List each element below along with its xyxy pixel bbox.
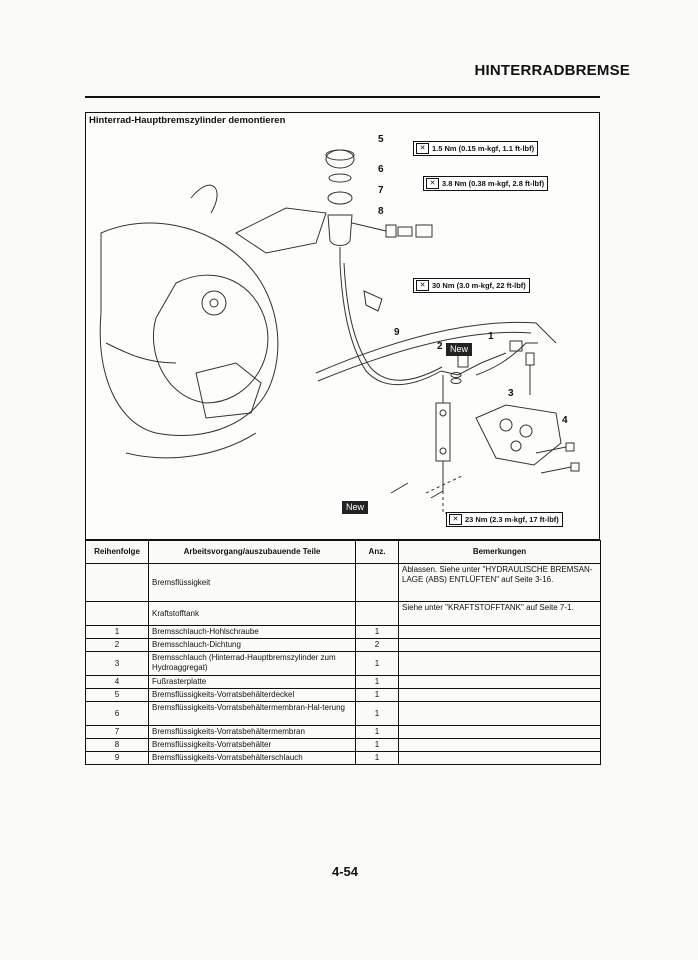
remarks-cell bbox=[399, 739, 601, 752]
footrest-plate bbox=[476, 405, 561, 465]
remarks-cell bbox=[399, 726, 601, 739]
qty-cell: 1 bbox=[356, 676, 399, 689]
table-row bbox=[86, 652, 601, 676]
remarks-cell bbox=[399, 752, 601, 765]
qty-cell: 1 bbox=[356, 726, 399, 739]
torque-wrench-icon: ✕ bbox=[426, 178, 439, 189]
callout-5: 5 bbox=[378, 134, 384, 145]
torque-spec-reservoir-cap: ✕ 1.5 Nm (0.15 m-kgf, 1.1 ft-lbf) bbox=[413, 141, 538, 156]
table-row bbox=[86, 676, 601, 689]
torque-wrench-icon: ✕ bbox=[449, 514, 462, 525]
master-cylinder bbox=[436, 403, 450, 461]
frame-outline bbox=[100, 223, 278, 436]
reservoir-body bbox=[328, 215, 352, 246]
callout-8: 8 bbox=[378, 206, 384, 217]
torque-wrench-icon: ✕ bbox=[416, 143, 429, 154]
remarks-cell: Siehe unter "KRAFTSTOFFTANK" auf Seite 7-1. bbox=[399, 602, 601, 626]
order-cell: 4 bbox=[86, 676, 149, 689]
order-cell: 5 bbox=[86, 689, 149, 702]
part-cell: Kraftstofftank bbox=[149, 602, 356, 626]
qty-cell bbox=[356, 564, 399, 602]
qty-cell: 1 bbox=[356, 752, 399, 765]
order-cell: 1 bbox=[86, 626, 149, 639]
new-part-badge: New bbox=[446, 343, 472, 356]
part-cell: Bremsschlauch (Hinterrad-Hauptbremszylinder zum Hydroaggregat) bbox=[149, 652, 356, 676]
qty-cell bbox=[356, 602, 399, 626]
table-row bbox=[86, 639, 601, 652]
callout-9: 9 bbox=[394, 327, 400, 338]
figure-title: Hinterrad-Hauptbremszylinder demontieren bbox=[89, 115, 286, 126]
exploded-diagram bbox=[85, 112, 600, 540]
sprocket bbox=[202, 291, 226, 315]
column-header: Bemerkungen bbox=[399, 541, 601, 564]
torque-spec-union-bolt: ✕ 30 Nm (3.0 m-kgf, 22 ft-lbf) bbox=[413, 278, 530, 293]
header-rule bbox=[85, 96, 600, 98]
part-cell: Bremsschlauch-Dichtung bbox=[149, 639, 356, 652]
remarks-cell bbox=[399, 626, 601, 639]
table-row bbox=[86, 702, 601, 726]
order-cell: 3 bbox=[86, 652, 149, 676]
remarks-cell bbox=[399, 639, 601, 652]
callout-2: 2 bbox=[437, 341, 443, 352]
diaphragm-holder bbox=[329, 174, 351, 182]
part-cell: Bremsflüssigkeits-Vorratsbehältermembran bbox=[149, 726, 356, 739]
callout-6: 6 bbox=[378, 164, 384, 175]
callout-1: 1 bbox=[488, 331, 494, 342]
order-cell: 8 bbox=[86, 739, 149, 752]
remarks-cell bbox=[399, 676, 601, 689]
part-cell: Bremsflüssigkeits-Vorratsbehälterschlauch bbox=[149, 752, 356, 765]
qty-cell: 1 bbox=[356, 739, 399, 752]
qty-cell: 1 bbox=[356, 702, 399, 726]
order-cell: 6 bbox=[86, 702, 149, 726]
part-cell: Fußrasterplatte bbox=[149, 676, 356, 689]
order-cell: 2 bbox=[86, 639, 149, 652]
part-cell: Bremsflüssigkeit bbox=[149, 564, 356, 602]
qty-cell: 1 bbox=[356, 626, 399, 639]
table-row bbox=[86, 626, 601, 639]
part-cell: Bremsflüssigkeits-Vorratsbehälterdeckel bbox=[149, 689, 356, 702]
qty-cell: 2 bbox=[356, 639, 399, 652]
remarks-cell bbox=[399, 689, 601, 702]
remarks-cell bbox=[399, 702, 601, 726]
table-row bbox=[86, 726, 601, 739]
table-header-row bbox=[86, 541, 601, 564]
column-header: Anz. bbox=[356, 541, 399, 564]
page-section-title: HINTERRADBREMSE bbox=[474, 62, 630, 79]
callout-7: 7 bbox=[378, 185, 384, 196]
table-row bbox=[86, 739, 601, 752]
column-header: Arbeitsvorgang/auszubauende Teile bbox=[149, 541, 356, 564]
table-row bbox=[86, 752, 601, 765]
procedure-table bbox=[85, 540, 601, 765]
order-cell bbox=[86, 602, 149, 626]
remarks-cell: Ablassen. Siehe unter "HYDRAULISCHE BREMSAN-LAGE (ABS) ENTLÜFTEN" auf Seite 3-16. bbox=[399, 564, 601, 602]
new-part-badge: New bbox=[342, 501, 368, 514]
table-row bbox=[86, 564, 601, 602]
table-row bbox=[86, 602, 601, 626]
page-number: 4-54 bbox=[331, 864, 359, 879]
column-header: Reihenfolge bbox=[86, 541, 149, 564]
torque-spec-reservoir-bolt: ✕ 3.8 Nm (0.38 m-kgf, 2.8 ft-lbf) bbox=[423, 176, 548, 191]
brake-hose bbox=[441, 353, 506, 375]
callout-3: 3 bbox=[508, 388, 514, 399]
torque-wrench-icon: ✕ bbox=[416, 280, 429, 291]
engine-outline bbox=[153, 275, 267, 403]
qty-cell: 1 bbox=[356, 689, 399, 702]
callout-4: 4 bbox=[562, 415, 568, 426]
torque-spec-footrest-bolt: ✕ 23 Nm (2.3 m-kgf, 17 ft-lbf) bbox=[446, 512, 563, 527]
table-row bbox=[86, 689, 601, 702]
part-cell: Bremsschlauch-Hohlschraube bbox=[149, 626, 356, 639]
part-cell: Bremsflüssigkeits-Vorratsbehälter bbox=[149, 739, 356, 752]
order-cell: 7 bbox=[86, 726, 149, 739]
order-cell bbox=[86, 564, 149, 602]
footrest-bracket bbox=[196, 363, 261, 418]
order-cell: 9 bbox=[86, 752, 149, 765]
part-cell: Bremsflüssigkeits-Vorratsbehältermembran-Hal-terung bbox=[149, 702, 356, 726]
diaphragm bbox=[328, 192, 352, 204]
qty-cell: 1 bbox=[356, 652, 399, 676]
remarks-cell bbox=[399, 652, 601, 676]
